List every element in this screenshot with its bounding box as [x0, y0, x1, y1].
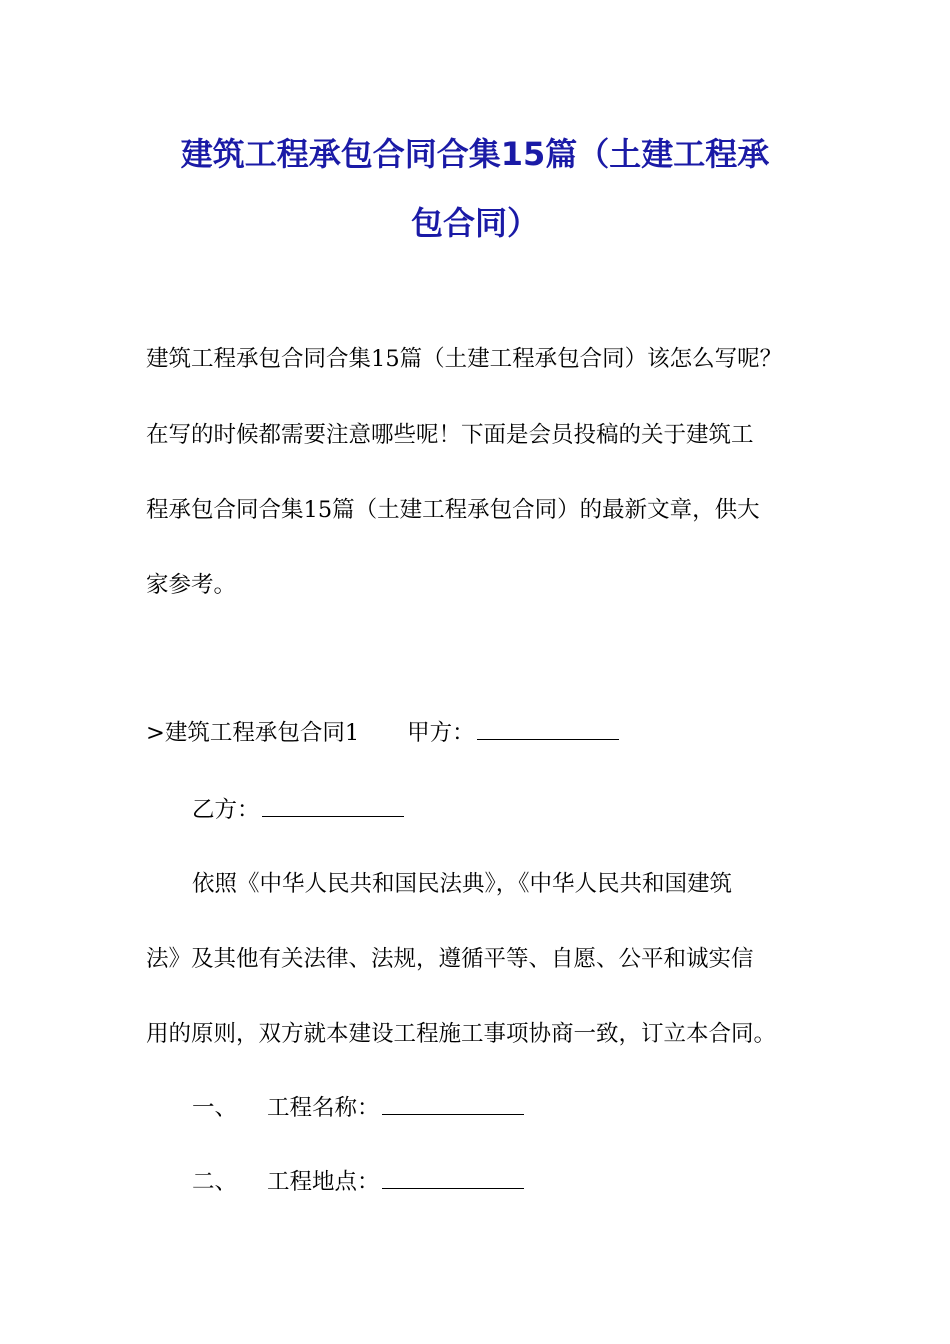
contract-heading-row	[146, 718, 619, 748]
item-2-number: 二、	[192, 1169, 238, 1195]
document-title-line-2: 包合同）	[410, 204, 539, 242]
party-b-row	[192, 795, 404, 825]
contract-heading: >建筑工程承包合同1	[146, 720, 360, 746]
item-1-row	[192, 1093, 524, 1123]
item-2-label: 工程地点：	[267, 1169, 380, 1195]
item-2-blank	[382, 1170, 524, 1189]
party-a-blank	[477, 721, 619, 740]
party-a-label: 甲方：	[407, 720, 475, 746]
basis-line-3: 用的原则，双方就本建设工程施工事项协商一致，订立本合同。	[146, 1021, 777, 1047]
basis-line-2: 法》及其他有关法律、法规，遵循平等、自愿、公平和诚实信	[146, 946, 754, 972]
intro-line-3: 程承包合同合集15篇（土建工程承包合同）的最新文章，供大	[146, 497, 760, 523]
party-b-blank	[262, 798, 404, 817]
item-1-blank	[382, 1096, 524, 1115]
item-1-label: 工程名称：	[267, 1095, 380, 1121]
intro-line-4: 家参考。	[146, 572, 237, 598]
item-2-row	[192, 1167, 524, 1197]
basis-line-1: 依照《中华人民共和国民法典》，《中华人民共和国建筑	[192, 871, 733, 897]
intro-line-2: 在写的时候都需要注意哪些呢！下面是会员投稿的关于建筑工	[146, 422, 754, 448]
intro-line-1: 建筑工程承包合同合集15篇（土建工程承包合同）该怎么写呢？	[146, 346, 783, 372]
item-1-number: 一、	[192, 1095, 238, 1121]
document-title-line-1: 建筑工程承包合同合集15篇（土建工程承	[180, 135, 770, 173]
party-b-label: 乙方：	[192, 797, 260, 823]
